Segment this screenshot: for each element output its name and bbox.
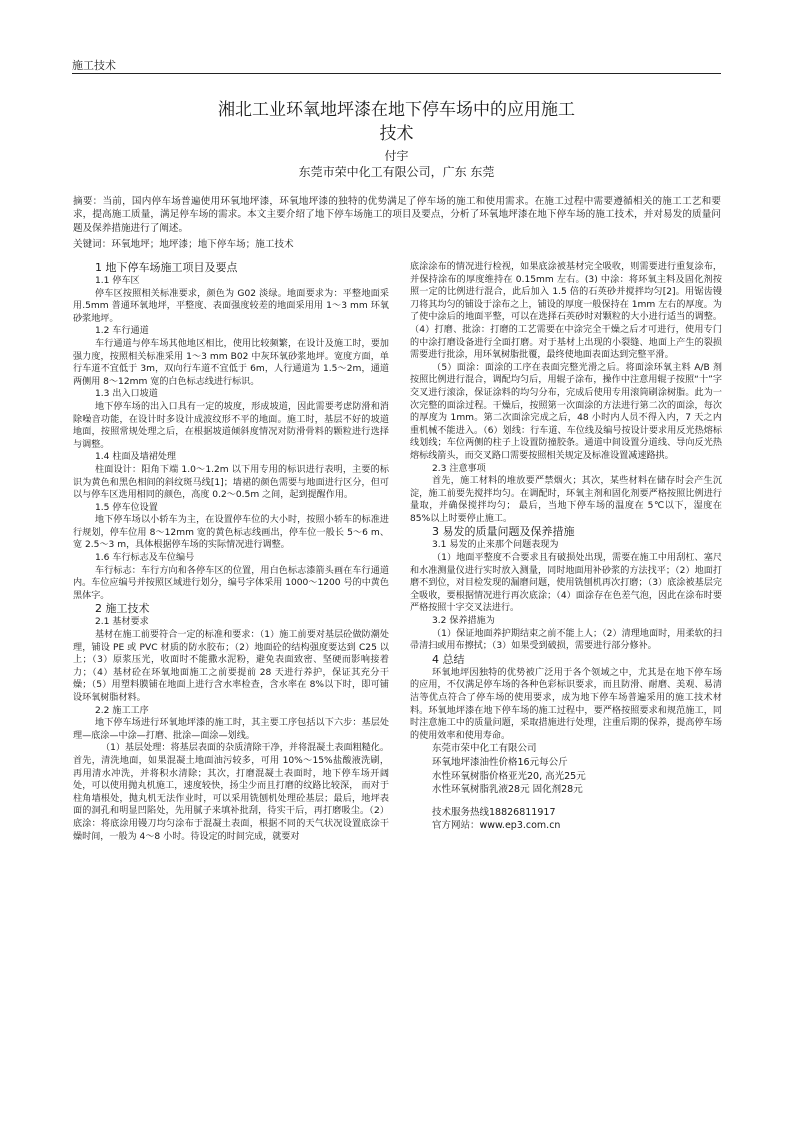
subsection-heading: 1.3 出入口坡道	[95, 389, 158, 400]
subsection-heading: 3.1 易发的止来那个问题表现为	[432, 540, 559, 551]
subsection-heading: 2.2 施工工序	[95, 705, 149, 716]
body-paragraph: 车行通道与停车场其他地区相比，使用比较频繁，在设计及施工时，要加强力度，按照相关标准采用 1～3 mm B02 中灰环氧砂浆地坪。宽度方面，单行车道不宜低于 3m，双向行车道不宜低于 6m，人行通道为 1.5～2m，通道两侧用 8～12mm 宽的白色标志线进行标识。	[73, 338, 389, 387]
subsection-heading: 3.2 保养措施为	[432, 616, 495, 627]
company-info-line: 官方网站：www.ep3.com.cn	[432, 820, 561, 832]
section-heading: 1 地下停车场施工项目及要点	[95, 261, 238, 274]
keywords: 关键词：环氧地坪；地坪漆；地下停车场；施工技术	[73, 239, 294, 250]
subsection-heading: 1.5 停车位设置	[95, 502, 158, 513]
body-paragraph: 首先，施工材料的堆放要严禁烟火；其次，某些材料在储存时会产生沉淀，施工前要先搅拌均匀。在调配时，环氧主剂和固化剂要严格按照比例进行量取，并确保搅拌均匀； 最后，当地下停车场的温度在 5℃以下，湿度在 85%以上时要停止施工。	[410, 476, 722, 524]
title-line-1: 湘北工业环氧地坪漆在地下停车场中的应用施工	[218, 100, 575, 120]
body-paragraph: 底涂涂布的情况进行检视，如果底涂被基材完全吸收，则需要进行重复涂布，并保持涂布的厚度维持在 0.15mm 左右。(3) 中涂：将环氧主料及固化剂按照一定的比例进行混合，此后加入 1.5 倍的石英砂并搅拌均匀[2]。用锯齿镘刀将其均匀的铺设于涂布之上，铺设的厚度一般保持在 1mm 左右的厚度。为了使中涂后的地面平整，可以在选择石英砂时对颗粒的大小进行适当的调整。（4）打磨、批涂：打磨的工艺需要在中涂完全干燥之后才可进行，使用专门的中涂打磨设备进行全面打磨。对于基材上出现的小裂缝、地面上产生的裂损需要进行批涂，用环氧树脂批覆，最终使地面表面达到完整平滑。	[410, 262, 722, 361]
subsection-heading: 2.3 注意事项	[432, 463, 486, 474]
section-heading: 3 易发的质量问题及保养措施	[432, 525, 575, 539]
author-name: 付宇	[384, 149, 409, 163]
company-info-line: 技术服务热线18826811917	[432, 806, 556, 818]
subsection-heading: 1.2 车行通道	[95, 326, 149, 337]
subsection-heading: 1.1 停车区	[95, 276, 140, 286]
abstract: 摘要：当前，国内停车场普遍使用环氧地坪漆，环氧地坪漆的独特的优势满足了停车场的施工和使用需求。在施工过程中需要遵循相关的施工工艺和要求，提高施工质量，满足停车场的需求。本文主要介绍了地下停车场施工的项目及要点，分析了环氧地坪漆在地下停车场的施工技术，并对易发的质量问题及保养措施进行了阐述。	[73, 196, 721, 234]
body-paragraph: （1）地面平整度不合要求且有破损处出现，需要在施工中用刮杠、塞尺和水准测量仪进行实时放入测量，同时地面用补砂浆的方法找平；（2）地面打磨不到位，对目检发现的漏磨问题，使用铣刨机再次打磨；（3）底涂被基层完全吸收，要根据情况进行再次底涂；（4）面涂存在色差气泡，因此在涂布时要严格按照十字交叉法进行。	[410, 553, 722, 614]
subsection-heading: 1.4 柱面及墙裙处理	[95, 452, 177, 463]
subsection-heading: 1.6 车行标志及车位编号	[95, 553, 195, 564]
header-rule	[72, 73, 721, 74]
body-paragraph: 柱面设计：阳角下端 1.0～1.2m 以下用专用的标识进行表明，主要的标识为黄色和黑色相间的斜纹斑马线[1]；墙裙的颜色需要与地面进行区分，但可以与停车区选用相同的颜色，高度 0.2～0.5m 之间，起到提醒作用。	[73, 464, 389, 501]
body-paragraph: 车行标志：车行方向和各停车区的位置，用白色标志漆箭头画在车行通道内。车位应编号并按照区域进行划分，编号字体采用 1000～1200 号的中黄色黑体字。	[73, 565, 389, 601]
left-column	[73, 261, 389, 843]
company-info-line: 环氧地坪漆油性价格16元每公斤	[432, 756, 568, 768]
section-heading: 2 施工技术	[95, 602, 150, 616]
body-paragraph: 环氧地坪因独特的优势被广泛用于各个领域之中，尤其是在地下停车场的应用，不仅满足停车场的各种色彩标识要求，而且防滑、耐磨、美观、易清洁等优点符合了停车场的使用要求，成为地下停车场普遍采用的施工技术材料。环氧地坪漆在地下停车场的施工过程中，要严格按照要求和规范施工，同时注意施工中的质量问题，采取措施进行处理，注重后期的保养，提高停车场的使用效率和使用寿命。	[410, 667, 722, 741]
body-paragraph: 地下停车场进行环氧地坪漆的施工时，其主要工序包括以下六步：基层处理—底涂—中涂—打磨、批涂—面涂—划线。	[73, 718, 389, 741]
body-paragraph: （1）基层处理：将基层表面的杂质清除干净，并将混凝土表面粗糙化。首先，清洗地面，如果混凝土地面油污较多，可用 10%～15%盐酸液洗刷，再用清水冲洗，并将积水清除；其次，打磨混凝土表面时，地下停车场开阔处，可以使用抛丸机施工，速度较快，扬尘少而且打磨的纹路比较深， 而对于柱角墙根处，抛丸机无法作业时，可以采用铣刨机处理砼基层；最后，地坪表面的洞孔和明显凹陷处，先用腻子来填补批刮，待实干后，再打磨吸尘。（2）底涂：将底涂用镘刀均匀涂布于混凝土表面，根据不同的天气状况设置底涂干燥时间，一般为 4～8 小时。待设定的时间完成，就要对	[73, 743, 389, 842]
paper-title	[90, 98, 703, 146]
body-paragraph: （5）面涂：面涂的工序在表面完整光滑之后。将面涂环氧主料 A/B 剂按照比例进行混合，调配均匀后，用辊子涂布，操作中注意用辊子按照“十”字交叉进行滚涂，保证涂料的均匀分布，完成后使用专用滚筒刷涂树脂。此为一次完整的面涂过程。干燥后，按照第一次面涂的方法进行第二次的面涂，每次的厚度为 1mm。第二次面涂完成之后，48 小时内人员不得入内，7 天之内重机械不能进入。（6）划线：行车道、车位线及编号按设计要求用反光热熔标线划线；车位两侧的柱子上设置防撞胶条。通道中间设置分道线、导向反光热熔标线箭头，而交叉路口需要按照相关规定及标准设置减速路拱。	[410, 362, 722, 461]
company-info-line: 东莞市荣中化工有限公司	[432, 743, 537, 755]
body-paragraph: 基材在施工前要符合一定的标准和要求：（1）施工前要对基层砼做防潮处理，铺设 PE 或 PVC 材质的防水胶布；（2）地面砼的结构强度要达到 C25 以上；（3）原浆压光，收面时不能撒水泥粉，避免表面致密、坚硬而影响接着力；（4）基材砼在环氧地面施工之前要提前 28 天进行养护，保证其充分干燥；（5）用塑料膜铺在地面上进行含水率检查，含水率在 8%以下时，即可铺设环氧树脂材料。	[73, 630, 389, 703]
body-paragraph: 地下停车场以小轿车为主，在设置停车位的大小时，按照小轿车的标准进行规划，停车位用 8～12mm 宽的黄色标志线画出，停车位一般长 5～6 m、宽 2.5～3 m，具体根据停车场的实际情况进行调整。	[73, 515, 389, 551]
company-info-line: 水性环氧树脂乳液28元 固化剂28元	[432, 784, 583, 796]
body-paragraph: 地下停车场的出入口具有一定的坡度，形成坡道，因此需要考虑防滑和消除噪音功能，在设计时多设计成波纹形不平的地面。施工时，基层不好的坡道地面，按照常规处理之后，在根据坡道倾斜度情况对防滑骨料的颗粒进行选择与调整。	[73, 401, 389, 450]
body-paragraph: （1）保证地面养护期结束之前不能上人；（2）清理地面时，用柔软的扫帚清扫或用布擦拭；（3）如果受到破损，需要进行部分修补。	[410, 628, 722, 652]
title-line-2: 技术	[379, 124, 414, 144]
subsection-heading: 2.1 基材要求	[95, 617, 149, 628]
company-info-line: 水性环氧树脂价格亚光20, 高光25元	[432, 770, 586, 782]
running-header: 施工技术	[72, 59, 116, 72]
author-affiliation: 东莞市荣中化工有限公司，广东 东莞	[298, 165, 495, 179]
spacer	[410, 797, 722, 806]
right-column	[410, 261, 722, 833]
section-heading: 4 总结	[432, 652, 465, 666]
body-paragraph: 停车区按照相关标准要求，颜色为 G02 淡绿。地面要求为：平整地面采用.5mm 普通环氧地坪，平整度、表面强度较差的地面采用用 1～3 mm 环氧砂浆地坪。	[73, 288, 389, 324]
